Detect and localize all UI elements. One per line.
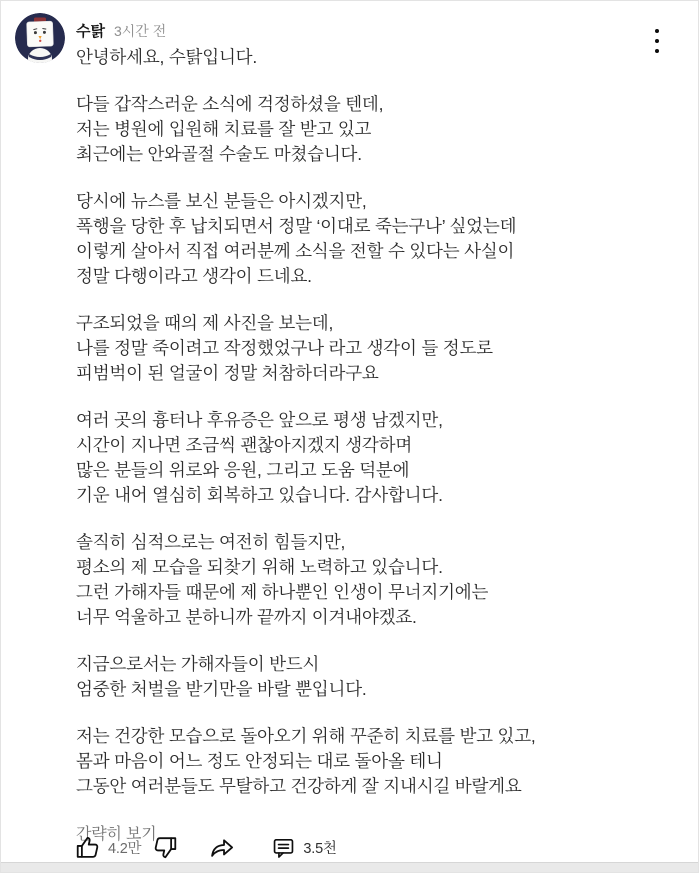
post-text-line: 피범벅이 된 얼굴이 정말 처참하더라구요 (76, 363, 379, 383)
post-paragraph (76, 311, 676, 386)
comment-bubble-icon (271, 835, 296, 860)
dislike-button[interactable] (152, 834, 179, 861)
post-text-line: 다들 갑작스러운 소식에 걱정하셨을 텐데, (76, 94, 384, 114)
post-timestamp: 3시간 전 (113, 23, 167, 39)
post-text-line: 기운 내어 열심히 회복하고 있습니다. 감사합니다. (76, 485, 443, 505)
post-text (76, 45, 676, 847)
post-text-line: 솔직히 심적으로는 여전히 힘들지만, (76, 532, 346, 552)
kebab-menu-icon (655, 29, 659, 33)
post-text-line: 이렇게 살아서 직접 여러분께 소식을 전할 수 있다는 사실이 (76, 241, 515, 261)
post-text-line: 폭행을 당한 후 납치되면서 정말 ‘이대로 죽는구나’ 싶었는데 (76, 216, 517, 236)
share-arrow-icon (208, 834, 236, 861)
post-paragraph (76, 45, 676, 70)
post-text-line: 여러 곳의 흉터나 후유증은 앞으로 평생 남겠지만, (76, 410, 443, 430)
comments-button[interactable] (271, 835, 336, 860)
post-text-line: 너무 억울하고 분하니까 끝까지 이겨내야겠죠. (76, 607, 417, 627)
post-text-line: 몸과 마음이 어느 정도 안정되는 대로 돌아올 테니 (76, 751, 443, 771)
post-text-line: 구조되었을 때의 제 사진을 보는데, (76, 313, 334, 333)
post-text-line: 최근에는 안와골절 수술도 마쳤습니다. (76, 144, 362, 164)
post-paragraph (76, 652, 676, 702)
post-paragraph (76, 189, 676, 289)
comment-count: 3.5천 (303, 840, 337, 857)
page-bottom-strip (1, 862, 698, 872)
show-less-link[interactable]: 간략히 보기 (76, 826, 157, 843)
post-text-line: 당시에 뉴스를 보신 분들은 아시겠지만, (76, 191, 367, 211)
post-paragraph (76, 408, 676, 508)
action-bar (74, 831, 337, 863)
post-text-line: 지금으로서는 가해자들이 반드시 (76, 654, 320, 674)
post-header (76, 20, 166, 41)
post-text-line: 엄중한 처벌을 받기만을 바랄 뿐입니다. (76, 679, 367, 699)
post-text-line: 그동안 여러분들도 무탈하고 건강하게 잘 지내시길 바랄게요 (76, 776, 522, 796)
post-text-line: 정말 다행이라고 생각이 드네요. (76, 266, 312, 286)
author-name[interactable]: 수탉 (76, 23, 105, 40)
post-text-line: 평소의 제 모습을 되찾기 위해 노력하고 있습니다. (76, 557, 443, 577)
post-text-line: 저는 병원에 입원해 치료를 잘 받고 있고 (76, 119, 372, 139)
post-paragraph (76, 92, 676, 167)
thumbs-down-icon (152, 834, 179, 861)
post-text-line: 시간이 지나면 조금씩 괜찮아지겠지 생각하며 (76, 435, 413, 455)
post-text-line: 나를 정말 죽이려고 작정했었구나 라고 생각이 들 정도로 (76, 338, 493, 358)
post-text-line: 저는 건강한 모습으로 돌아오기 위해 꾸준히 치료를 받고 있고, (76, 726, 536, 746)
post-paragraph (76, 530, 676, 630)
rooster-avatar-icon (15, 13, 65, 63)
post-text-line: 많은 분들의 위로와 응원, 그리고 도움 덕분에 (76, 460, 410, 480)
thumbs-up-icon (74, 834, 101, 861)
post-paragraph (76, 724, 676, 799)
like-button[interactable] (74, 834, 141, 861)
like-count: 4.2만 (108, 840, 142, 857)
share-button[interactable] (208, 834, 236, 861)
post-text-line: 안녕하세요, 수탉입니다. (76, 47, 258, 67)
post-text-line: 그런 가해자들 때문에 제 하나뿐인 인생이 무너지기에는 (76, 582, 489, 602)
avatar[interactable] (15, 13, 65, 63)
